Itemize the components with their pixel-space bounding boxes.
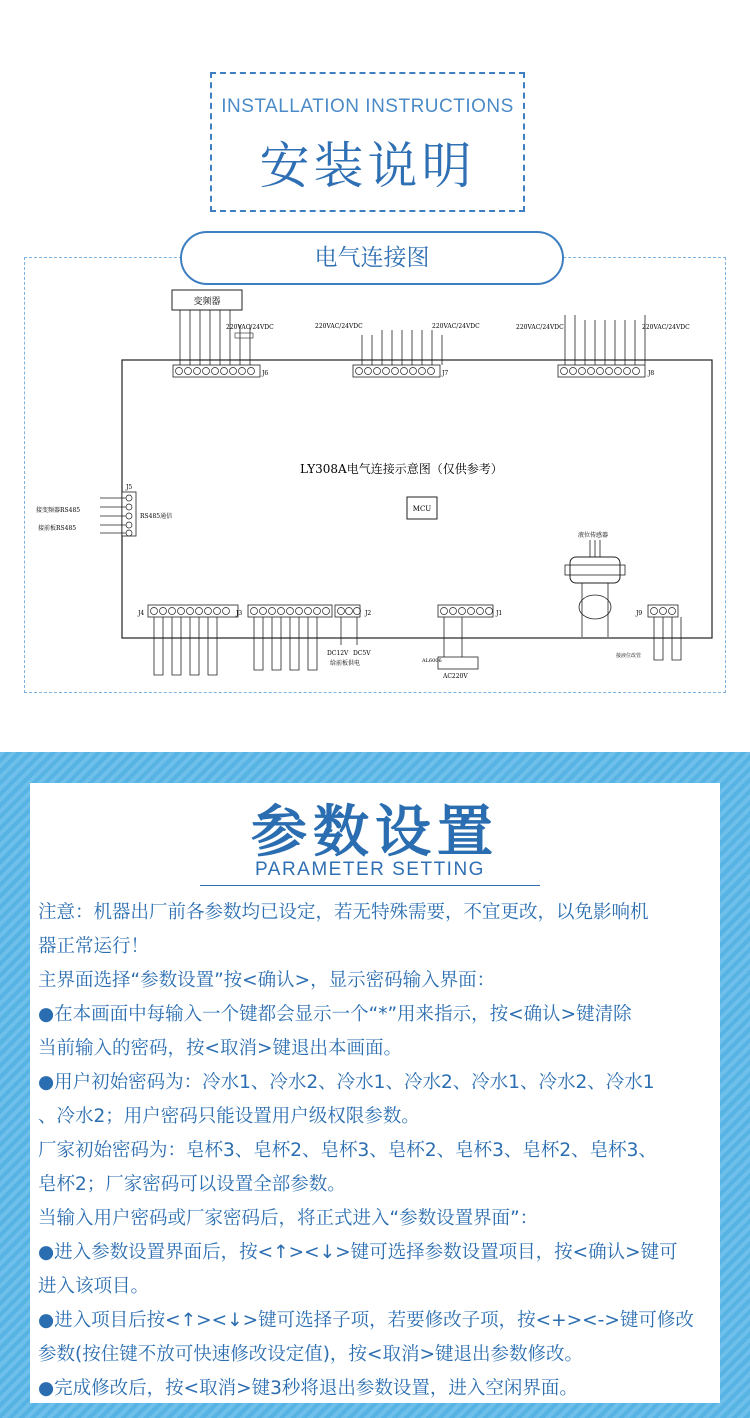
param-line-8: 厂家初始密码为：皂杯3、皂杯2、皂杯3、皂杯2、皂杯3、皂杯2、皂杯3、 — [38, 1140, 657, 1161]
connector-j5 — [36, 484, 172, 536]
j9-label: J9 — [636, 610, 643, 617]
connector-j7 — [315, 323, 480, 377]
level-sensor — [565, 531, 641, 659]
param-line-15: ●完成修改后，按<取消>键3秒将退出参数设置，进入空闲界面。 — [38, 1378, 578, 1399]
diagram-pill-label: 电气连接图 — [180, 231, 564, 285]
power-label-j7b: 220VAC/24VDC — [432, 323, 480, 330]
j3-label: J3 — [236, 610, 243, 617]
installation-en-title: INSTALLATION INSTRUCTIONS — [221, 96, 514, 117]
param-line-11: ●进入参数设置界面后，按<↑><↓>键可选择参数设置项目，按<确认>键可 — [38, 1242, 678, 1263]
param-en-title: PARAMETER SETTING — [200, 854, 540, 886]
j7-label: J7 — [442, 370, 449, 377]
installation-cn-title: 安装说明 — [259, 137, 476, 195]
param-line-2: 器正常运行！ — [38, 936, 150, 957]
param-line-10: 当输入用户密码或厂家密码后，将正式进入“参数设置界面”： — [38, 1208, 539, 1229]
j1-label: J1 — [496, 610, 503, 617]
j6-label: J6 — [262, 370, 269, 377]
mcu-label: MCU — [412, 505, 432, 513]
j4-label: J4 — [138, 610, 145, 617]
j8-label: J8 — [648, 370, 655, 377]
param-line-13: ●进入项目后按<↑><↓>键可选择子项，若要修改子项，按<+><->键可修改 — [38, 1310, 694, 1331]
power-label-j8a: 220VAC/24VDC — [516, 324, 564, 331]
power-label-j6: 220VAC/24VDC — [226, 324, 274, 331]
param-line-6: ●用户初始密码为：冷水1、冷水2、冷水1、冷水2、冷水1、冷水2、冷水1 — [38, 1072, 655, 1093]
connector-j4 — [137, 605, 238, 675]
connector-j8 — [516, 315, 690, 377]
connector-j6 — [173, 365, 268, 377]
j5-label: J5 — [126, 484, 133, 491]
sensor-label: 液位传感器 — [578, 532, 609, 539]
dc-caption: 给前板供电 — [330, 660, 361, 667]
rs485-left-1: 接变频器RS485 — [36, 507, 81, 514]
connector-j1 — [421, 605, 502, 680]
power-label-j7a: 220VAC/24VDC — [315, 323, 363, 330]
rs485-right: RS485通信 — [140, 513, 173, 520]
param-line-9: 皂杯2；厂家密码可以设置全部参数。 — [38, 1174, 346, 1195]
vfd-label: 变频器 — [193, 297, 221, 307]
board-title: LY308A电气连接示意图（仅供参考） — [300, 462, 503, 476]
dc5-label: DC5V — [353, 650, 371, 657]
power-label-j8b: 220VAC/24VDC — [642, 324, 690, 331]
param-title: 参数设置 — [251, 800, 499, 865]
rs485-left-2: 接前板RS485 — [38, 525, 77, 532]
ac-label: AC220V — [443, 673, 468, 680]
param-line-12: 进入该项目。 — [38, 1276, 150, 1297]
water-label: 接液位改管 — [616, 653, 642, 659]
connector-j9 — [635, 605, 681, 660]
wiring-diagram — [30, 285, 720, 690]
dc12-label: DC12V — [327, 650, 349, 657]
j2-label: J2 — [365, 610, 372, 617]
al-label: AL6006 — [422, 658, 442, 664]
param-line-1: 注意：机器出厂前各参数均已设定，若无特殊需要，不宜更改，以免影响机 — [38, 902, 649, 923]
installation-header — [210, 72, 525, 212]
param-line-5: 当前输入的密码，按<取消>键退出本画面。 — [38, 1038, 403, 1059]
param-line-4: ●在本画面中每输入一个键都会显示一个“*”用来指示，按<确认>键清除 — [38, 1004, 632, 1025]
param-line-14: 参数(按住键不放可快速修改设定值)，按<取消>键退出参数修改。 — [38, 1344, 583, 1365]
param-line-3: 主界面选择“参数设置”按<确认>，显示密码输入界面： — [38, 970, 496, 991]
param-line-7: 、冷水2；用户密码只能设置用户级权限参数。 — [38, 1106, 420, 1127]
connector-j2 — [327, 605, 371, 667]
